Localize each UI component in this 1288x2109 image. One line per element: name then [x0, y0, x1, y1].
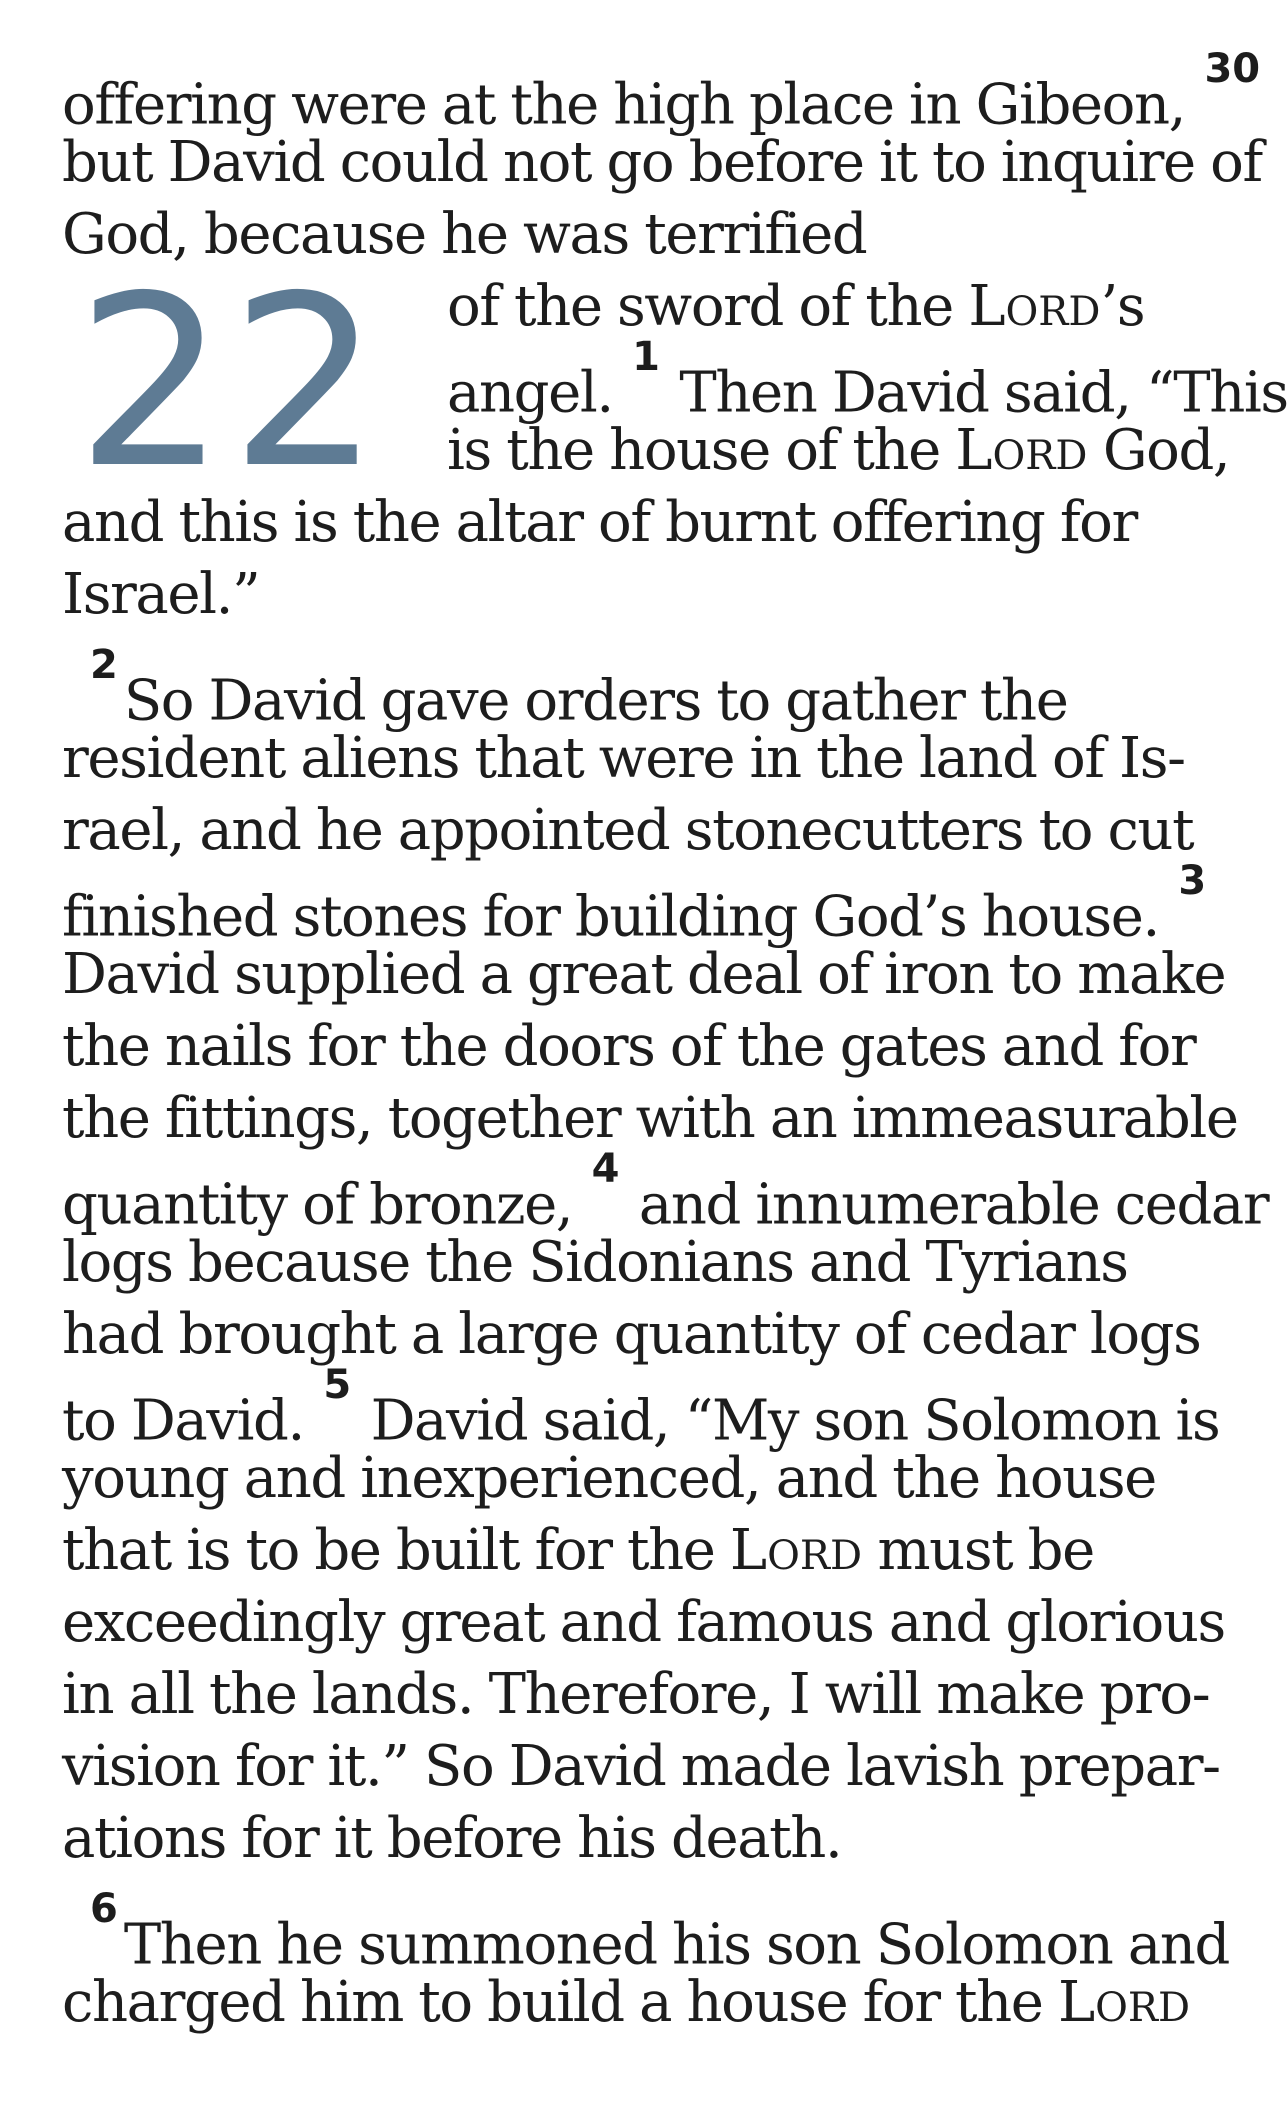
line-text: So David gave orders to gather the — [123, 668, 1068, 734]
line-text: angel. — [447, 360, 613, 426]
text-line — [62, 1362, 1220, 1454]
text-line — [447, 334, 1288, 426]
lord-smallcaps: LORD — [955, 418, 1088, 483]
verse-number: 6 — [90, 1886, 118, 1932]
line-text: finished stones for building God’s house. — [62, 884, 1159, 950]
text-line: in all the lands. Therefore, I will make pro- — [62, 1662, 1210, 1727]
verse-number: 4 — [591, 1146, 620, 1192]
line-text: must be — [862, 1518, 1094, 1583]
paragraph-gap — [62, 631, 1200, 651]
verse-number: 5 — [323, 1362, 352, 1408]
text-line: ations for it before his death. — [62, 1806, 842, 1871]
text-line — [62, 1515, 1200, 1587]
text-line: logs because the Sidonians and Tyrians — [62, 1230, 1128, 1295]
line-text: Then David said, “This — [679, 360, 1288, 426]
line-text: offering were at the high place in Gibeon, — [62, 72, 1186, 138]
text-line — [447, 271, 1288, 343]
lord-smallcaps: LORD — [729, 1518, 863, 1583]
text-line: exceedingly great and famous and glorious — [62, 1590, 1225, 1655]
text-line — [62, 642, 1200, 734]
line-text: God, — [1087, 418, 1230, 483]
text-line — [62, 858, 1207, 950]
chapter-number-dropcap: 22 — [76, 245, 385, 520]
text-line: and this is the altar of burnt offering for — [62, 490, 1137, 555]
line-text: ’s — [1100, 274, 1145, 339]
verse-number: 3 — [1178, 858, 1207, 904]
line-text: quantity of bronze, — [62, 1172, 573, 1238]
text-line — [62, 46, 1261, 138]
text-line: rael, and he appointed stonecutters to cut — [62, 798, 1194, 863]
text-line: resident aliens that were in the land of Is- — [62, 726, 1185, 791]
text-line: Israel.” — [62, 562, 260, 627]
text-line: vision for it.” So David made lavish prepar- — [62, 1734, 1220, 1799]
text-line — [62, 1146, 1269, 1238]
text-line: young and inexperienced, and the house — [62, 1446, 1156, 1511]
text-line: the fittings, together with an immeasurable — [62, 1086, 1238, 1151]
verse-number: 30 — [1204, 46, 1261, 92]
line-text: is the house of the — [447, 418, 956, 483]
line-text: that is to be built for the — [62, 1518, 730, 1583]
dropcap-text — [447, 271, 1288, 487]
line-text: of the sword of the — [447, 274, 969, 339]
text-line: God, because he was terrified — [62, 202, 867, 267]
paragraph-gap — [62, 1875, 1200, 1895]
text-line: but David could not go before it to inquire of — [62, 130, 1262, 195]
line-text: to David. — [62, 1388, 304, 1454]
line-text: David said, “My son Solomon is — [370, 1388, 1220, 1454]
text-line: the nails for the doors of the gates and for — [62, 1014, 1196, 1079]
line-text: and innumerable cedar — [638, 1172, 1269, 1238]
line-text: Then he summoned his son Solomon and — [123, 1912, 1229, 1978]
verse-number: 2 — [90, 642, 118, 688]
line-text: charged him to build a house for the — [62, 1970, 1058, 2035]
text-line — [62, 1886, 1229, 1978]
chapter-start — [62, 245, 1288, 520]
lord-smallcaps: LORD — [1057, 1970, 1191, 2035]
text-line — [62, 1967, 1200, 2039]
lord-smallcaps: LORD — [968, 274, 1101, 339]
text-line: had brought a large quantity of cedar logs — [62, 1302, 1201, 1367]
verse-number: 1 — [632, 334, 661, 380]
text-line: David supplied a great deal of iron to make — [62, 942, 1226, 1007]
text-line — [447, 415, 1288, 487]
